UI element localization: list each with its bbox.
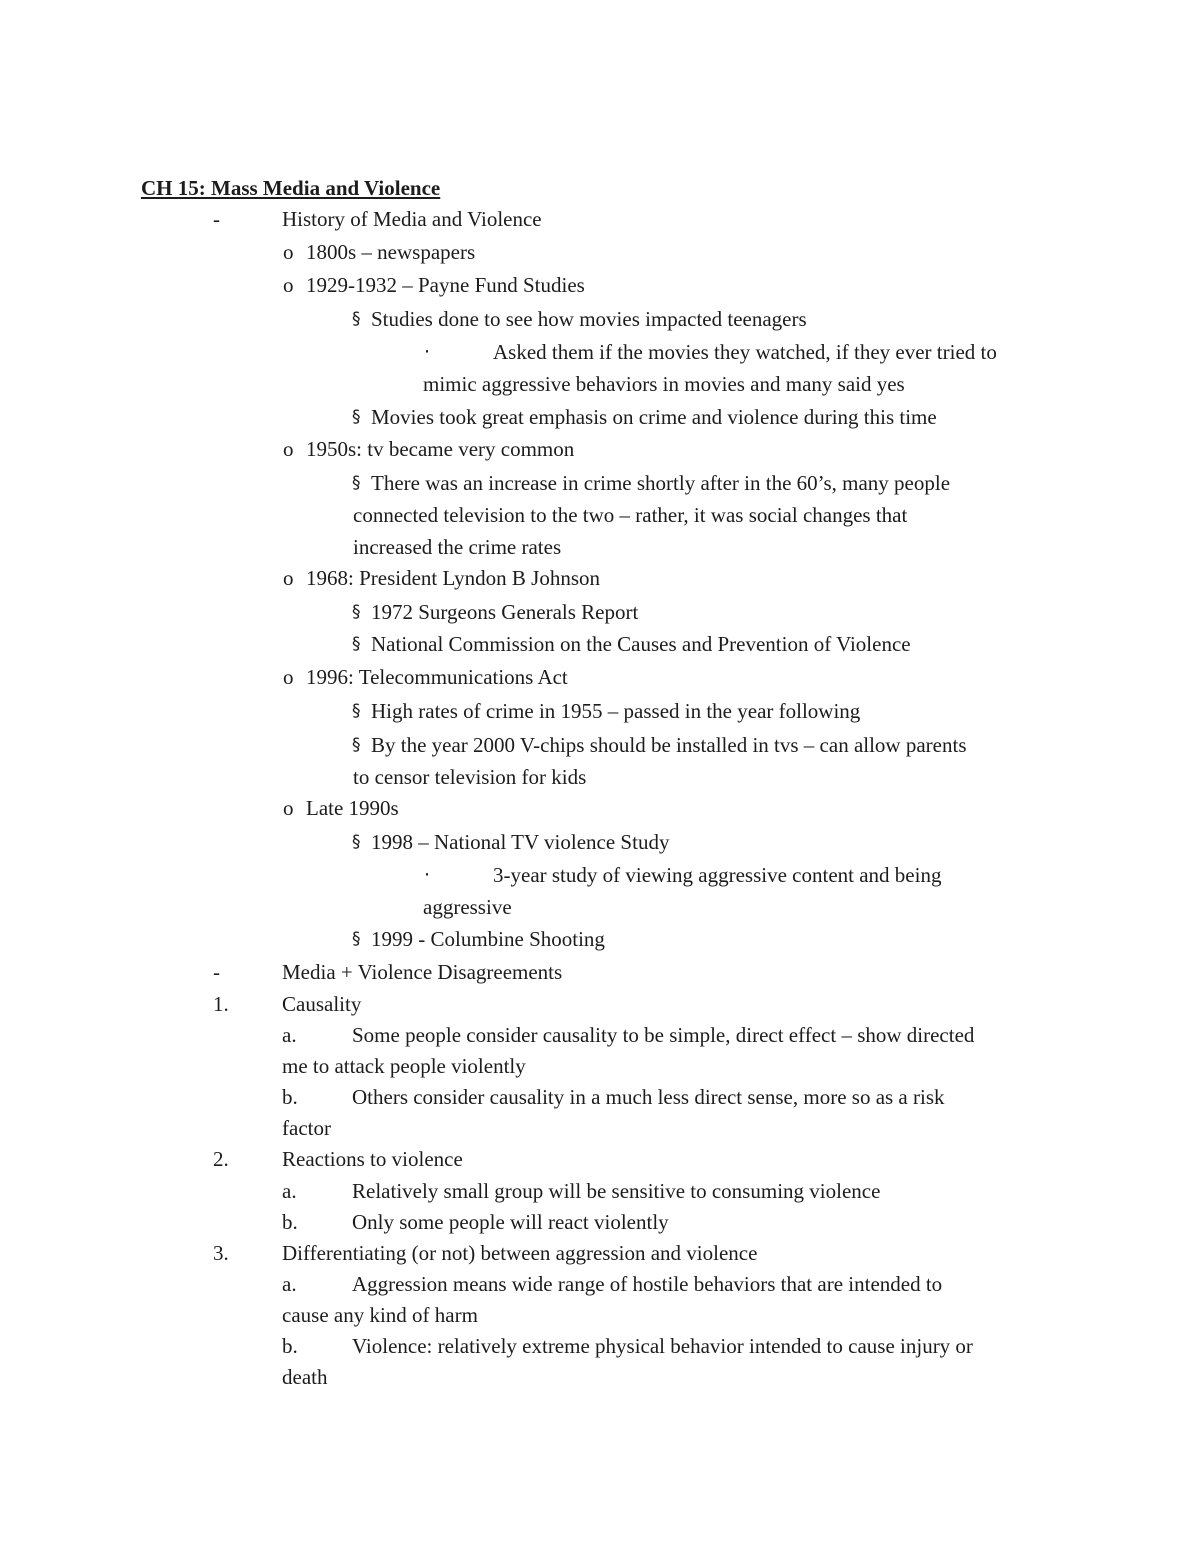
line-text: factor bbox=[282, 1116, 331, 1140]
line-text: Reactions to violence bbox=[282, 1147, 463, 1171]
letter-bullet: a. bbox=[282, 1023, 297, 1047]
line-text: History of Media and Violence bbox=[282, 207, 542, 231]
line-text: Movies took great emphasis on crime and violence during this time bbox=[371, 405, 937, 429]
letter-bullet: a. bbox=[282, 1272, 297, 1296]
line-text: 1968: President Lyndon B Johnson bbox=[306, 566, 601, 590]
line-text: There was an increase in crime shortly after in the 60’s, many people bbox=[371, 471, 951, 495]
line-text: Aggression means wide range of hostile behaviors that are intended to bbox=[352, 1272, 943, 1296]
line-text: 1950s: tv became very common bbox=[306, 437, 575, 461]
number-bullet: 1. bbox=[213, 992, 229, 1016]
line-text: By the year 2000 V-chips should be installed in tvs – can allow parents bbox=[371, 733, 967, 757]
dash-bullet: - bbox=[213, 960, 220, 984]
line-text: Studies done to see how movies impacted teenagers bbox=[371, 307, 807, 331]
line-text: 1800s – newspapers bbox=[306, 240, 476, 264]
line-text: Others consider causality in a much less direct sense, more so as a risk bbox=[352, 1085, 945, 1109]
line-text: Asked them if the movies they watched, if they ever tried to bbox=[493, 340, 997, 364]
circle-bullet: o bbox=[283, 240, 294, 264]
line-text: 1929-1932 – Payne Fund Studies bbox=[306, 273, 585, 297]
letter-bullet: b. bbox=[282, 1085, 298, 1109]
letter-bullet: b. bbox=[282, 1334, 298, 1358]
line-text: 1998 – National TV violence Study bbox=[371, 830, 670, 854]
line-text: Late 1990s bbox=[306, 796, 399, 820]
section-bullet: § bbox=[352, 634, 361, 654]
line-text: 1972 Surgeons Generals Report bbox=[371, 600, 639, 624]
line-text: Some people consider causality to be simple, direct effect – show directed bbox=[352, 1023, 975, 1047]
section-bullet: § bbox=[352, 832, 361, 852]
circle-bullet: o bbox=[283, 566, 294, 590]
line-text: to censor television for kids bbox=[353, 765, 587, 789]
page-title: CH 15: Mass Media and Violence bbox=[141, 176, 441, 200]
section-bullet: § bbox=[352, 309, 361, 329]
circle-bullet: o bbox=[283, 437, 294, 461]
dot-bullet: · bbox=[424, 341, 431, 363]
circle-bullet: o bbox=[283, 273, 294, 297]
letter-bullet: b. bbox=[282, 1210, 298, 1234]
line-text: Relatively small group will be sensitive to consuming violence bbox=[352, 1179, 881, 1203]
section-bullet: § bbox=[352, 929, 361, 949]
line-text: Differentiating (or not) between aggression and violence bbox=[282, 1241, 758, 1265]
circle-bullet: o bbox=[283, 796, 294, 820]
line-text: Causality bbox=[282, 992, 362, 1016]
line-text: National Commission on the Causes and Prevention of Violence bbox=[371, 632, 911, 656]
line-text: 1996: Telecommunications Act bbox=[306, 665, 568, 689]
letter-bullet: a. bbox=[282, 1179, 297, 1203]
number-bullet: 2. bbox=[213, 1147, 229, 1171]
circle-bullet: o bbox=[283, 665, 294, 689]
line-text: Only some people will react violently bbox=[352, 1210, 669, 1234]
number-bullet: 3. bbox=[213, 1241, 229, 1265]
line-text: mimic aggressive behaviors in movies and many said yes bbox=[423, 372, 905, 396]
dot-bullet: · bbox=[424, 864, 431, 886]
section-bullet: § bbox=[352, 735, 361, 755]
line-text: me to attack people violently bbox=[282, 1054, 526, 1078]
line-text: Media + Violence Disagreements bbox=[282, 960, 563, 984]
line-text: cause any kind of harm bbox=[282, 1303, 478, 1327]
section-bullet: § bbox=[352, 473, 361, 493]
line-text: connected television to the two – rather, it was social changes that bbox=[353, 503, 908, 527]
line-text: 1999 - Columbine Shooting bbox=[371, 927, 605, 951]
line-text: High rates of crime in 1955 – passed in the year following bbox=[371, 699, 861, 723]
section-bullet: § bbox=[352, 602, 361, 622]
line-text: Violence: relatively extreme physical behavior intended to cause injury or bbox=[352, 1334, 973, 1358]
line-text: 3-year study of viewing aggressive content and being bbox=[493, 863, 942, 887]
line-text: increased the crime rates bbox=[353, 535, 562, 559]
dash-bullet: - bbox=[213, 207, 220, 231]
section-bullet: § bbox=[352, 407, 361, 427]
section-bullet: § bbox=[352, 701, 361, 721]
line-text: death bbox=[282, 1365, 328, 1389]
line-text: aggressive bbox=[423, 895, 512, 919]
